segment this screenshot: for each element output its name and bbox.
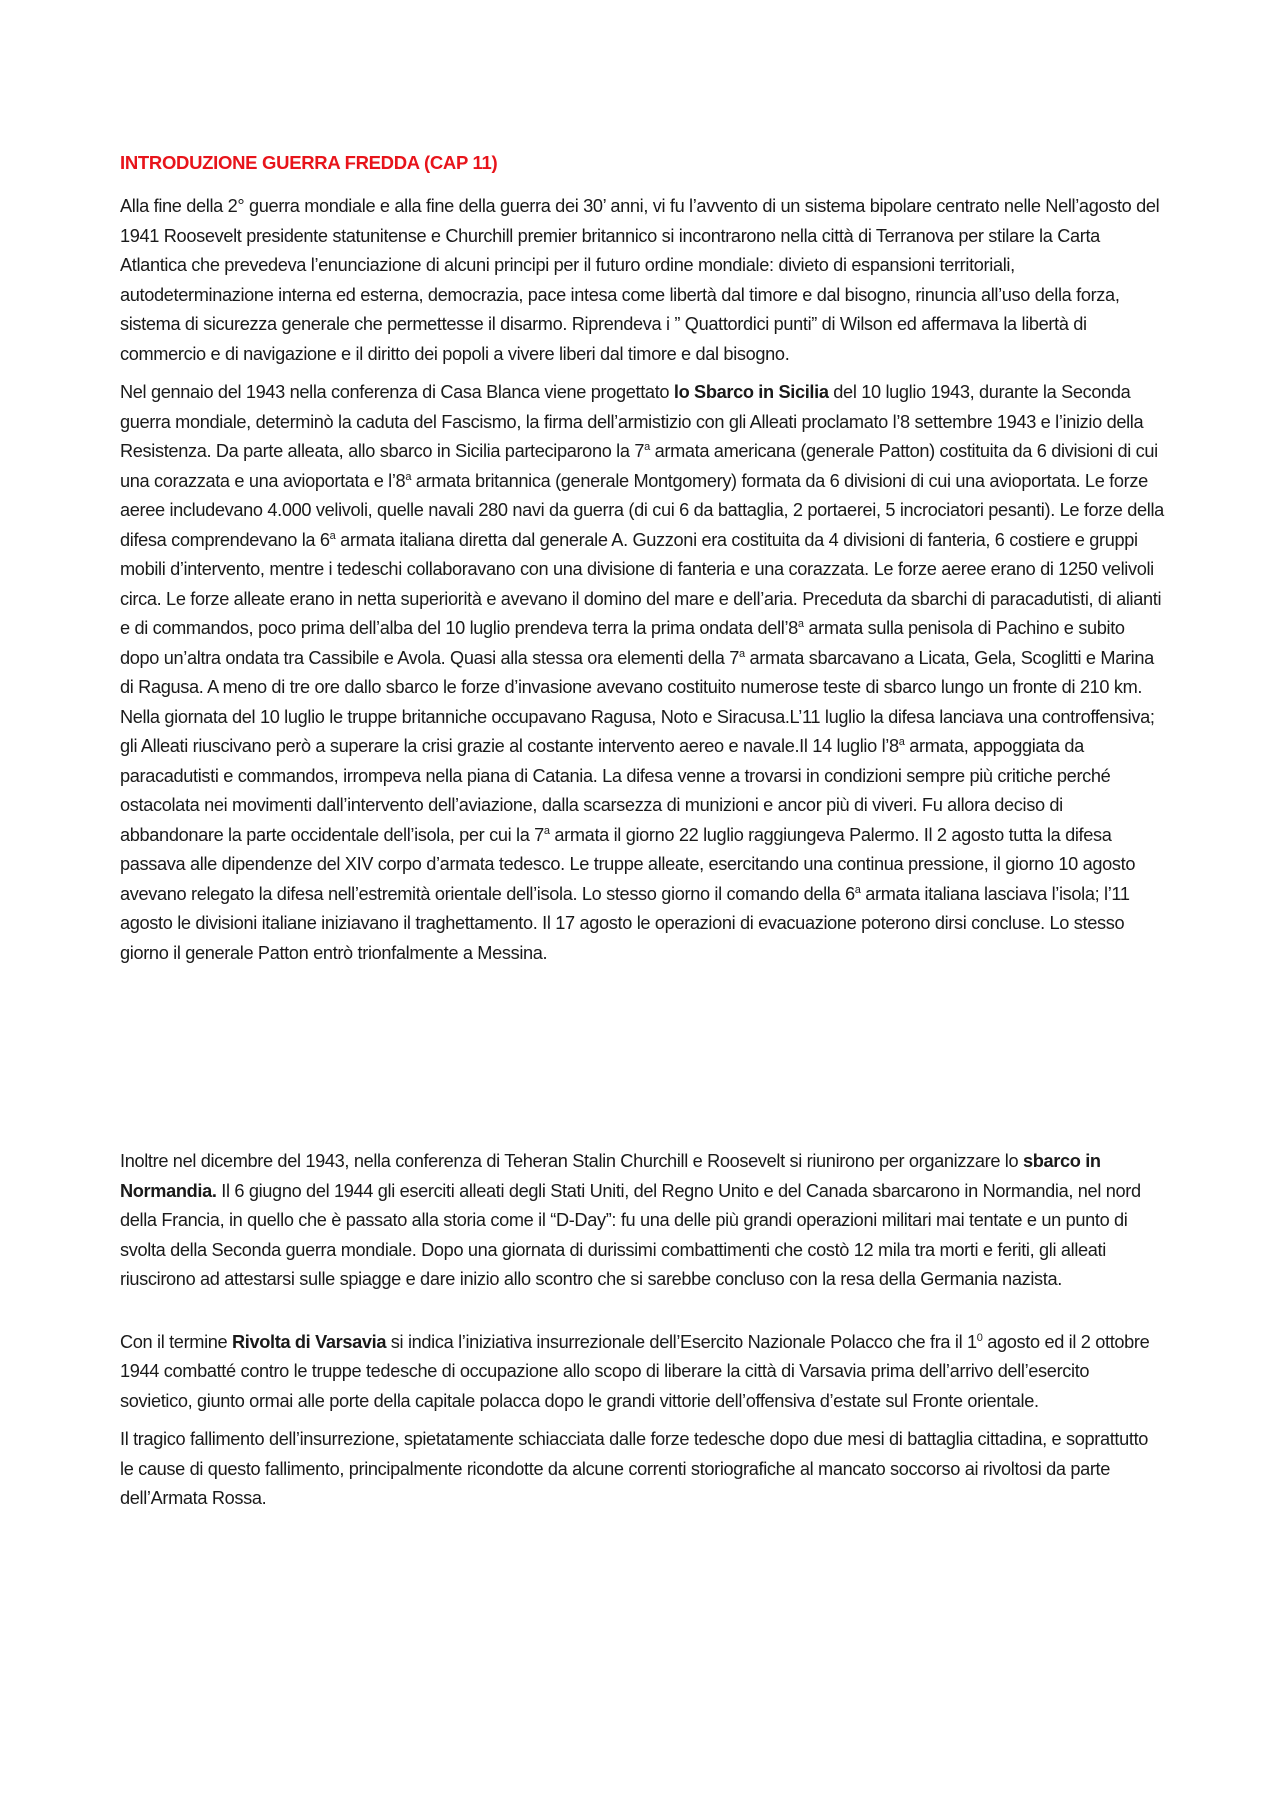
text-span: armata il giorno 22 luglio raggiungeva Palermo. Il 2 agosto tutta la difesa passava alle dipendenze del XIV corpo d’armata tedesco. Le truppe alleate, esercitando una continua pressione, il giorno 10 agosto avevano relegato la difesa nell’estremità orientale dell’isola. Lo stesso giorno il comando della 6 <box>120 824 1136 904</box>
bold-term-rivolta-varsavia: Rivolta di Varsavia <box>232 1331 387 1352</box>
blank-space <box>120 977 1165 1147</box>
text-span: armata italiana lasciava l’isola; l’11 agosto le divisioni italiane iniziavano il traghettamento. Il 17 agosto le operazioni di evacuazione poterono dirsi concluse. Lo stesso giorno il generale Patton entrò trionfalmente a Messina. <box>120 883 1130 963</box>
superscript: 0 <box>976 1331 983 1344</box>
paragraph-fallimento: Il tragico fallimento dell’insurrezione, spietatamente schiacciata dalle forze tedesche dopo due mesi di battaglia cittadina, e soprattutto le cause di questo fallimento, principalmente ricondotte da alcune correnti storiografiche al mancato soccorso ai rivoltosi da parte dell’Armata Rossa. <box>120 1429 1149 1508</box>
text-span: si indica l’iniziativa insurrezionale dell’Esercito Nazionale Polacco che fra il 1 <box>386 1331 977 1352</box>
superscript: a <box>543 824 550 837</box>
superscript: a <box>898 735 905 748</box>
text-span: armata sulla penisola di Pachino e subito dopo un’altra ondata tra Cassibile e Avola. Quasi alla stessa ora elementi della 7 <box>120 618 1125 668</box>
text-span: armata italiana diretta dal generale A. Guzzoni era costituita da 4 divisioni di fanteria, 6 costiere e gruppi mobili d’intervento, mentre i tedeschi collaboravano con una divisione di fanteria e una corazzata. Le forze aeree erano di 1250 velivoli circa. Le forze alleate erano in netta superiorità e avevano il domino del mare e dell’aria. Preceduta da sbarchi di paracadutisti, di alianti e di commandos, poco prima dell’alba del 10 luglio prendeva terra la prima ondata dell’8 <box>120 529 1162 638</box>
blank-space <box>120 1304 1165 1328</box>
bold-term-sbarco-normandia: sbarco in Normandia. <box>120 1151 1101 1201</box>
superscript: a <box>644 440 650 453</box>
superscript: a <box>405 470 412 483</box>
superscript: a <box>797 617 804 630</box>
text-span: Inoltre nel dicembre del 1943, nella conferenza di Teheran Stalin Churchill e Roosevelt si riunirono per organizzare lo <box>120 1151 1023 1171</box>
text-span: armata, appoggiata da paracadutisti e commandos, irrompeva nella piana di Catania. La difesa venne a trovarsi in condizioni sempre più critiche perché ostacolata nei movimenti dall’intervento dell’aviazione, dalla scarsezza di munizioni e ancor più di viveri. Fu allora deciso di abbandonare la parte occidentale dell’isola, per cui la 7 <box>120 736 1111 845</box>
text-span: Il 6 giugno del 1944 gli eserciti alleati degli Stati Uniti, del Regno Unito e del Canada sbarcarono in Normandia, nel nord della Francia, in quello che è passato alla storia come il “D-Day”: fu una delle più grandi operazioni militari mai tentate e un punto di svolta della Seconda guerra mondiale. Dopo una giornata di durissimi combattimenti che costò 12 mila tra morti e feriti, gli alleati riuscirono ad attestarsi sulle spiagge e dare inizio allo scontro che si sarebbe concluso con la resa della Germania nazista. <box>120 1180 1141 1289</box>
paragraph-varsavia <box>120 1328 1165 1417</box>
paragraph-normandia <box>120 1147 1165 1295</box>
text-span: agosto ed il 2 ottobre 1944 combatté contro le truppe tedesche di occupazione allo scopo di liberare la città di Varsavia prima dell’arrivo dell’esercito sovietico, giunto ormai alle porte della capitale polacca dopo le grandi vittorie dell’offensiva d’estate sul Fronte orientale. <box>120 1331 1150 1411</box>
document-page <box>120 148 1165 1523</box>
text-span: armata americana (generale Patton) costituita da 6 divisioni di cui una corazzata e una avioportata e l’8 <box>120 441 1158 491</box>
superscript: a <box>854 883 861 896</box>
superscript: a <box>739 647 745 660</box>
text-span: del 10 luglio 1943, durante la Seconda guerra mondiale, determinò la caduta del Fascismo, la firma dell’armistizio con gli Alleati proclamato l’8 settembre 1943 e l’inizio della Resistenza. Da parte alleata, allo sbarco in Sicilia parteciparono la 7 <box>120 382 1144 461</box>
text-span: armata britannica (generale Montgomery) formata da 6 divisioni di cui una avioportata. Le forze aeree includevano 4.000 velivoli, quelle navali 280 navi da guerra (di cui 6 da battaglia, 2 portaerei, 5 incrociatori pesanti). Le forze della difesa comprendevano la 6 <box>120 470 1164 550</box>
text-span: Nel gennaio del 1943 nella conferenza di Casa Blanca viene progettato <box>120 382 674 402</box>
bold-term-sbarco-sicilia: lo Sbarco in Sicilia <box>673 382 829 402</box>
paragraph-sicilia <box>120 378 1165 968</box>
superscript: a <box>329 529 336 542</box>
paragraph-intro: Alla fine della 2° guerra mondiale e alla fine della guerra dei 30’ anni, vi fu l’avvento di un sistema bipolare centrato nelle Nell’agosto del 1941 Roosevelt presidente statunitense e Churchill premier britannico si incontrarono nella città di Terranova per stilare la Carta Atlantica che prevedeva l’enunciazione di alcuni principi per il futuro ordine mondiale: divieto di espansioni territoriali, autodeterminazione interna ed esterna, democrazia, pace intesa come libertà dal timore e dal bisogno, rinuncia all’uso della forza, sistema di sicurezza generale che permettesse il disarmo. Riprendeva i ” Quattordici punti” di Wilson ed affermava la libertà di commercio e di navigazione e il diritto dei popoli a vivere liberi dal timore e dal bisogno. <box>120 196 1160 364</box>
text-span: armata sbarcavano a Licata, Gela, Scoglitti e Marina di Ragusa. A meno di tre ore dallo sbarco le forze d’invasione avevano costituito numerose teste di sbarco lungo un fronte di 210 km. Nella giornata del 10 luglio le truppe britanniche occupavano Ragusa, Noto e Siracusa.L’11 luglio la difesa lanciava una controffensiva; gli Alleati riuscivano però a superare la crisi grazie al costante intervento aereo e navale.Il 14 luglio l’8 <box>120 647 1155 756</box>
document-title: INTRODUZIONE GUERRA FREDDA (CAP 11) <box>120 152 498 173</box>
text-span: Con il termine <box>120 1331 233 1352</box>
